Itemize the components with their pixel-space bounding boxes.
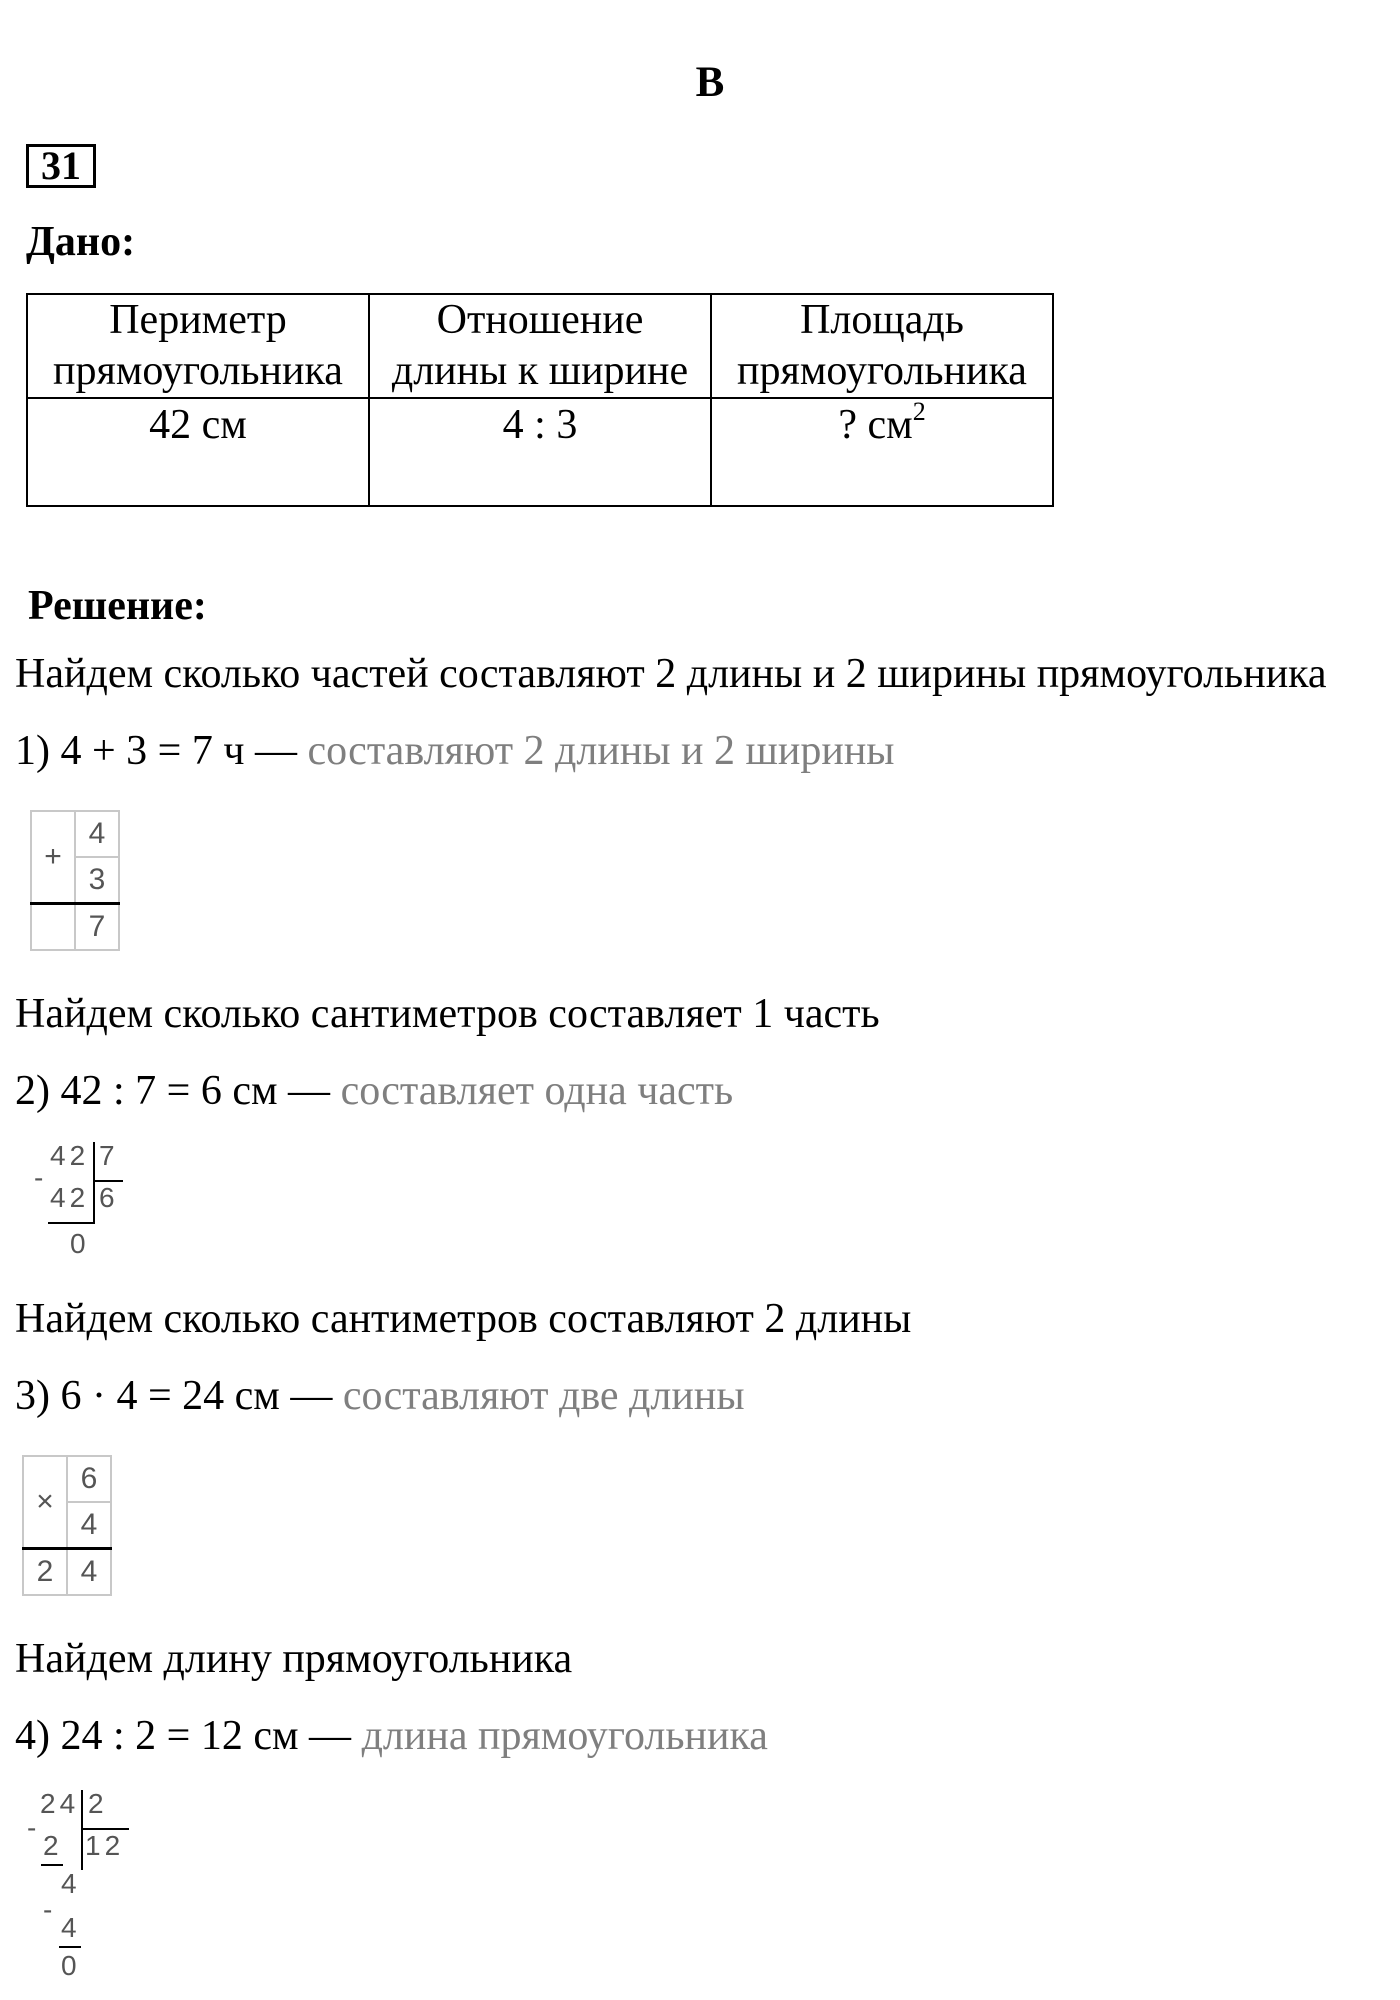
- remainder: 0: [70, 1228, 90, 1259]
- step-2-expression: 2) 42 : 7 = 6 см —: [15, 1068, 341, 1114]
- times-sign: ×: [23, 1456, 67, 1549]
- sum-result: 7: [75, 904, 119, 951]
- divisor: 7: [99, 1140, 119, 1171]
- step-2-intro: Найдем сколько сантиметров составляет 1 часть: [15, 991, 880, 1037]
- product-tens: 2: [23, 1549, 67, 1596]
- brought-down-digit: 4: [61, 1868, 81, 1899]
- division-calc-1: [30, 1140, 150, 1260]
- value-perimeter: 42 см: [27, 398, 369, 506]
- step-1-line: [15, 727, 895, 775]
- header-perimeter-line1: Периметр: [109, 297, 287, 343]
- subtrahend-2b: 4: [61, 1912, 81, 1943]
- multiplication-calc: [22, 1455, 112, 1596]
- header-ratio-line1: Отношение: [436, 297, 644, 343]
- step-3-intro: Найдем сколько сантиметров составляют 2 длины: [15, 1296, 912, 1342]
- addend-1: 4: [75, 811, 119, 857]
- quotient: 6: [99, 1182, 119, 1213]
- header-perimeter-line2: прямоугольника: [53, 348, 343, 394]
- given-label: Дано:: [26, 219, 136, 265]
- division-2-quotient-bar: [81, 1828, 129, 1830]
- division-calc-2: [25, 1788, 155, 1988]
- dividend-2: 24: [40, 1788, 80, 1819]
- header-ratio-line2: длины к ширине: [391, 348, 689, 394]
- division-sub-bar: [48, 1222, 93, 1224]
- step-1-expression: 1) 4 + 3 = 7 ч —: [15, 728, 308, 774]
- minus-sign-3: -: [43, 1894, 57, 1925]
- variant-letter: В: [695, 59, 725, 106]
- value-area-text: ? см: [838, 402, 913, 448]
- header-area-line1: Площадь: [800, 297, 964, 343]
- step-1-intro: Найдем сколько частей составляют 2 длины и 2 ширины прямоугольника: [15, 651, 1327, 697]
- step-3-comment: составляют две длины: [342, 1373, 745, 1419]
- plus-sign: +: [31, 811, 75, 904]
- value-ratio: 4 : 3: [369, 398, 711, 506]
- division-quotient-bar: [93, 1180, 123, 1182]
- minus-sign: -: [34, 1162, 48, 1193]
- division-2-vertical-bar: [81, 1790, 83, 1870]
- task-number-badge: 31: [26, 144, 96, 188]
- product-units: 4: [67, 1549, 111, 1596]
- factor-1: 6: [67, 1456, 111, 1502]
- sum-empty-cell: [31, 904, 75, 951]
- subtrahend: 42: [50, 1182, 90, 1213]
- header-ratio: [369, 294, 711, 398]
- step-2-comment: составляет одна часть: [340, 1068, 734, 1114]
- step-3-line: [15, 1372, 745, 1420]
- header-perimeter: [27, 294, 369, 398]
- step-4-line: [15, 1712, 768, 1760]
- addend-2: 3: [75, 857, 119, 904]
- step-2-line: [15, 1067, 733, 1115]
- given-table-value-row: [27, 398, 1053, 506]
- addition-calc: [30, 810, 120, 951]
- step-3-expression: 3) 6 · 4 = 24 см —: [15, 1373, 343, 1419]
- division-vertical-bar: [93, 1142, 95, 1224]
- factor-2: 4: [67, 1502, 111, 1549]
- header-area: [711, 294, 1053, 398]
- given-table-header-row: [27, 294, 1053, 398]
- header-area-line2: прямоугольника: [737, 348, 1027, 394]
- divisor-2: 2: [88, 1788, 108, 1819]
- solution-label: Решение:: [28, 583, 207, 629]
- division-2-sub-bar-1: [41, 1864, 63, 1866]
- area-superscript: 2: [912, 397, 926, 426]
- remainder-2: 0: [61, 1950, 81, 1981]
- quotient-2: 12: [85, 1830, 125, 1861]
- subtrahend-2a: 2: [43, 1830, 63, 1861]
- dividend: 42: [50, 1140, 90, 1171]
- division-2-sub-bar-2: [59, 1946, 81, 1948]
- given-table: [26, 293, 1054, 507]
- step-4-intro: Найдем длину прямоугольника: [15, 1636, 573, 1682]
- step-4-expression: 4) 24 : 2 = 12 см —: [15, 1713, 362, 1759]
- value-area: [711, 398, 1053, 506]
- step-4-comment: длина прямоугольника: [361, 1713, 768, 1759]
- step-1-comment: составляют 2 длины и 2 ширины: [307, 728, 895, 774]
- minus-sign-2: -: [27, 1812, 41, 1843]
